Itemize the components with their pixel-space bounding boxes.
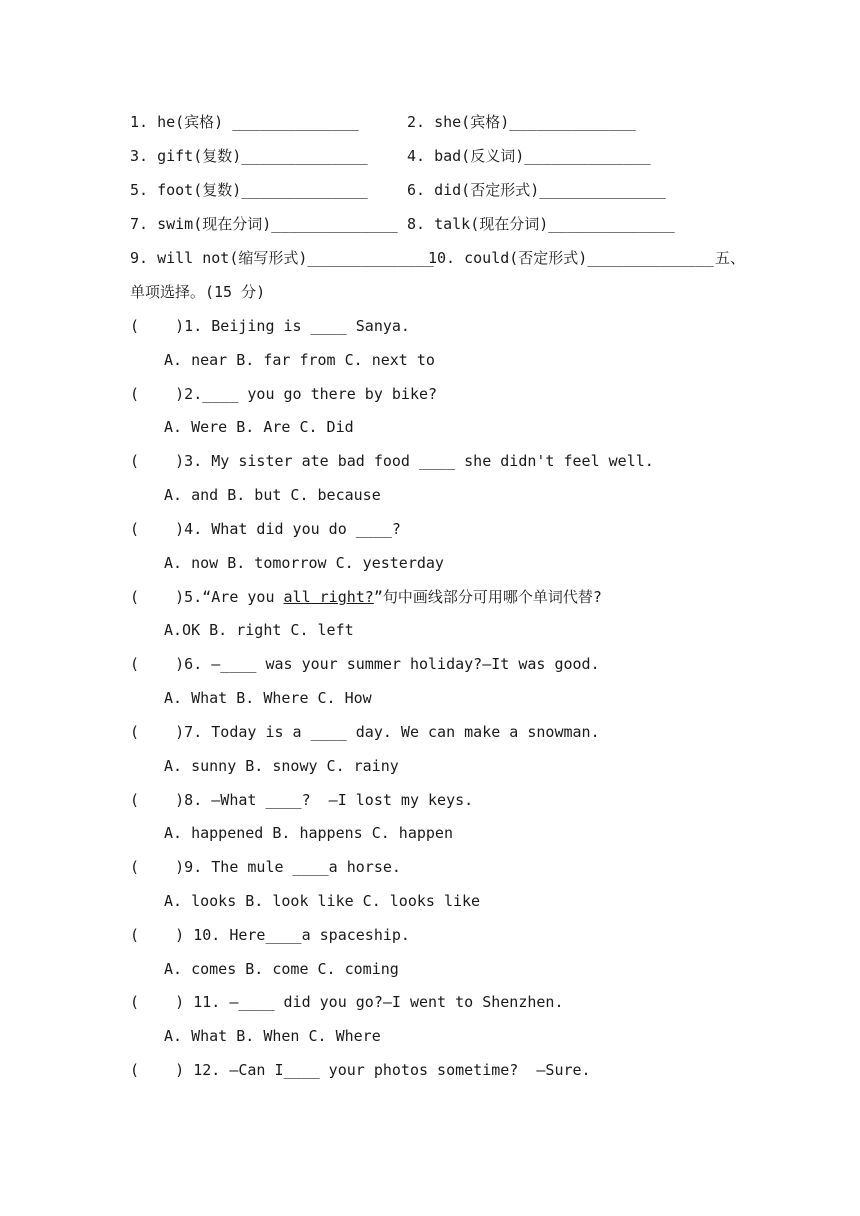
word-form-2: 2. she(宾格)______________ bbox=[407, 113, 636, 131]
word-form-5: 5. foot(复数)______________ bbox=[130, 181, 368, 199]
word-form-9: 9. will not(缩写形式)______________ bbox=[130, 249, 434, 267]
question-4: ( )4. What did you do ____? bbox=[130, 520, 401, 538]
question-11-options: A. What B. When C. Where bbox=[164, 1027, 381, 1045]
question-5 bbox=[130, 587, 602, 607]
question-6-options: A. What B. Where C. How bbox=[164, 689, 372, 707]
question-7-options: A. sunny B. snowy C. rainy bbox=[164, 757, 399, 775]
question-5-post: ”句中画线部分可用哪个单词代替? bbox=[373, 588, 602, 606]
question-11: ( ) 11. —____ did you go?—I went to Shenzhen. bbox=[130, 993, 564, 1011]
question-6: ( )6. —____ was your summer holiday?—It was good. bbox=[130, 655, 600, 673]
question-8-options: A. happened B. happens C. happen bbox=[164, 824, 453, 842]
word-form-8: 8. talk(现在分词)______________ bbox=[407, 215, 675, 233]
question-10-options: A. comes B. come C. coming bbox=[164, 960, 399, 978]
question-5-underlined: all right? bbox=[283, 588, 374, 606]
question-5-pre: ( )5.“Are you bbox=[130, 588, 284, 606]
question-9: ( )9. The mule ____a horse. bbox=[130, 858, 401, 876]
word-form-10: 10. could(否定形式)______________ bbox=[428, 249, 714, 267]
question-4-options: A. now B. tomorrow C. yesterday bbox=[164, 554, 444, 572]
question-2-options: A. Were B. Are C. Did bbox=[164, 418, 354, 436]
question-7: ( )7. Today is a ____ day. We can make a snowman. bbox=[130, 723, 600, 741]
question-5-options: A.OK B. right C. left bbox=[164, 621, 354, 639]
word-form-7: 7. swim(现在分词)______________ bbox=[130, 215, 398, 233]
question-3: ( )3. My sister ate bad food ____ she didn't feel well. bbox=[130, 452, 654, 470]
question-3-options: A. and B. but C. because bbox=[164, 486, 381, 504]
word-form-3: 3. gift(复数)______________ bbox=[130, 147, 368, 165]
word-form-1: 1. he(宾格) ______________ bbox=[130, 113, 359, 131]
question-1-options: A. near B. far from C. next to bbox=[164, 351, 435, 369]
question-12: ( ) 12. —Can I____ your photos sometime? —Sure. bbox=[130, 1061, 591, 1079]
question-2: ( )2.____ you go there by bike? bbox=[130, 385, 438, 403]
section-number: 五、 bbox=[715, 249, 746, 267]
section-title: 单项选择。(15 分) bbox=[130, 283, 266, 301]
question-10: ( ) 10. Here____a spaceship. bbox=[130, 926, 410, 944]
question-8: ( )8. —What ____? —I lost my keys. bbox=[130, 791, 474, 809]
question-9-options: A. looks B. look like C. looks like bbox=[164, 892, 481, 910]
word-form-4: 4. bad(反义词)______________ bbox=[407, 147, 651, 165]
word-form-6: 6. did(否定形式)______________ bbox=[407, 181, 666, 199]
question-1: ( )1. Beijing is ____ Sanya. bbox=[130, 317, 410, 335]
